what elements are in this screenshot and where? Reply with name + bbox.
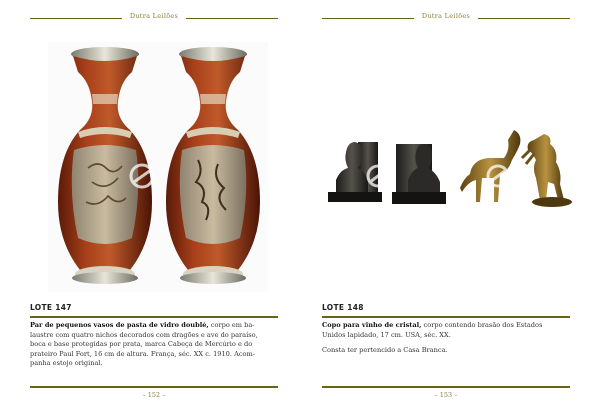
right-page [300,0,600,420]
desc-line: boca e base protegidas por prata, marca Cabeça de Mercúrio e do [30,340,253,349]
page-number: – 152 – [142,391,166,399]
bronze-horse-standing [460,130,520,202]
lot-number: LOTE 147 [30,303,72,312]
bookend-right [392,144,446,204]
footer-rule [30,386,278,388]
bronzes-illustration [322,120,584,220]
lot-number: LOTE 148 [322,303,364,312]
desc-line: prateiro Paul Fort, 16 cm de altura. França, séc. XX c. 1910. Acom- [30,349,255,358]
bookend-left [328,142,382,202]
lot-description [322,321,574,340]
vases-illustration [48,42,268,292]
desc-line: panha estojo original. [30,359,103,368]
running-head [322,12,570,24]
head-rule-right [186,18,278,19]
lot-title: Copo para vinho de cristal, [322,321,422,329]
lot-description [30,321,280,369]
running-head [30,12,278,24]
desc-line: Unidos lapidado, 17 cm. USA, séc. XX. [322,330,451,339]
lot-title: Par de pequenos vasos de pasta de vidro doublé, [30,321,209,329]
lot-rule [322,316,570,318]
footer-rule [322,386,570,388]
page-number: – 153 – [434,391,458,399]
lot-148-photo [322,120,584,220]
lot-147-photo [48,42,268,292]
running-head-title: Dutra Leilões [421,12,471,20]
vase-right [166,47,260,284]
bronze-horse-rearing [522,134,572,207]
provenance-note: Consta ter pertencido a Casa Branca. [322,346,448,354]
lot-rule [30,316,278,318]
desc-line: corpo em ba- [210,321,255,329]
desc-line: laustre com quatro nichos decorados com dragões e ave do paraíso, [30,330,258,339]
desc-line: corpo contendo brasão dos Estados [423,321,543,329]
head-rule-right [478,18,570,19]
running-head-title: Dutra Leilões [129,12,179,20]
